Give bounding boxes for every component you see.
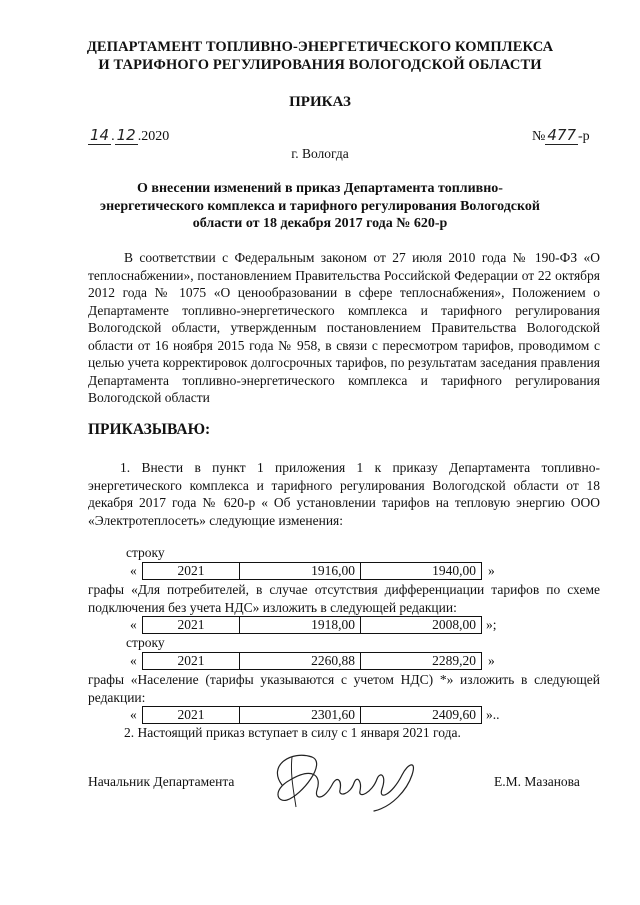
row1-value-1: 1916,00: [240, 563, 361, 580]
item-1-paragraph: 1. Внести в пункт 1 приложения 1 к приказу Департамента топливно-энергетического комплекса и тарифного регулирования Вологодской области от 18 декабря 2017 года № 620-р « Об установлении тарифов на тепловую энергию ООО «Электротеплосеть» следующие изменения:: [88, 460, 600, 528]
number-prefix: №: [532, 129, 546, 144]
row4-close-quote: »..: [486, 707, 500, 722]
number-value: 477: [547, 126, 576, 144]
preamble-paragraph: В соответствии с Федеральным законом от 27 июля 2010 года № 190-ФЗ «О теплоснабжении», постановлением Правительства Российской Федерации от 22 октября 2012 года № 1075 «О ценообразовании в сфере теплоснабжения», Положением о Департаменте топливно-энергетического комплекса и тарифного регулирования Вологодской области, утвержденным постановлением Правительства Вологодской области от 16 ноября 2015 года № 958, в связи с пересмотром тарифов, проводимом с целью учета корректировок долгосрочных тарифов, по результатам заседания правления Департамента топливно-энергетического комплекса и тарифного регулирования Вологодской области: [88, 250, 600, 405]
signature-image: [262, 745, 432, 815]
doc-title: ПРИКАЗ: [289, 94, 351, 110]
row3-value-2: 2289,20: [361, 653, 482, 670]
date-dot: .: [111, 129, 115, 144]
row2-open-quote: «: [130, 617, 137, 632]
row3-open-quote: «: [130, 653, 137, 668]
graph-1-paragraph: графы «Для потребителей, в случае отсутствия дифференциации тарифов по схеме подключения без учета НДС» изложить в следующей редакции:: [88, 582, 600, 615]
department-header: [0, 38, 640, 74]
subject-line-2: энергетического комплекса и тарифного регулирования Вологодской: [100, 198, 540, 214]
tariff-row-4: [142, 706, 482, 724]
order-number: [532, 126, 590, 145]
date-day: 14: [90, 126, 110, 144]
graph-2-paragraph: графы «Население (тарифы указываются с учетом НДС) *» изложить в следующей редакции:: [88, 672, 600, 705]
stroku-label-1: строку: [126, 545, 165, 560]
date-month: 12: [116, 126, 136, 144]
date-year: .2020: [137, 129, 170, 144]
row2-value-1: 1918,00: [240, 617, 361, 634]
header-line-2: И ТАРИФНОГО РЕГУЛИРОВАНИЯ ВОЛОГОДСКОЙ ОБЛАСТИ: [98, 57, 542, 73]
row3-close-quote: »: [488, 653, 495, 668]
item-2-paragraph: 2. Настоящий приказ вступает в силу с 1 января 2021 года.: [124, 725, 461, 740]
row1-value-2: 1940,00: [361, 563, 482, 580]
row1-open-quote: «: [130, 563, 137, 578]
subject-line-3: области от 18 декабря 2017 года № 620-р: [192, 216, 448, 231]
order-subject: [0, 180, 640, 233]
stroku-label-2: строку: [126, 635, 165, 650]
row4-year: 2021: [143, 707, 240, 724]
row1-close-quote: »: [488, 563, 495, 578]
order-date: [88, 126, 169, 145]
header-line-1: ДЕПАРТАМЕНТ ТОПЛИВНО-ЭНЕРГЕТИЧЕСКОГО КОМПЛЕКСА: [86, 39, 554, 55]
row2-year: 2021: [143, 617, 240, 634]
signer-title: Начальник Департамента: [88, 774, 235, 789]
subject-line-1: О внесении изменений в приказ Департамента топливно-: [137, 181, 503, 196]
city: г. Вологда: [291, 146, 349, 161]
row3-value-1: 2260,88: [240, 653, 361, 670]
row4-value-2: 2409,60: [361, 707, 482, 724]
signer-name: Е.М. Мазанова: [494, 774, 580, 789]
tariff-row-1: [142, 562, 482, 580]
row3-year: 2021: [143, 653, 240, 670]
row4-value-1: 2301,60: [240, 707, 361, 724]
tariff-row-3: [142, 652, 482, 670]
row2-value-2: 2008,00: [361, 617, 482, 634]
row2-close-quote: »;: [486, 617, 497, 632]
row4-open-quote: «: [130, 707, 137, 722]
order-word: ПРИКАЗЫВАЮ:: [88, 421, 211, 438]
tariff-row-2: [142, 616, 482, 634]
row1-year: 2021: [143, 563, 240, 580]
number-suffix: -р: [578, 129, 590, 144]
